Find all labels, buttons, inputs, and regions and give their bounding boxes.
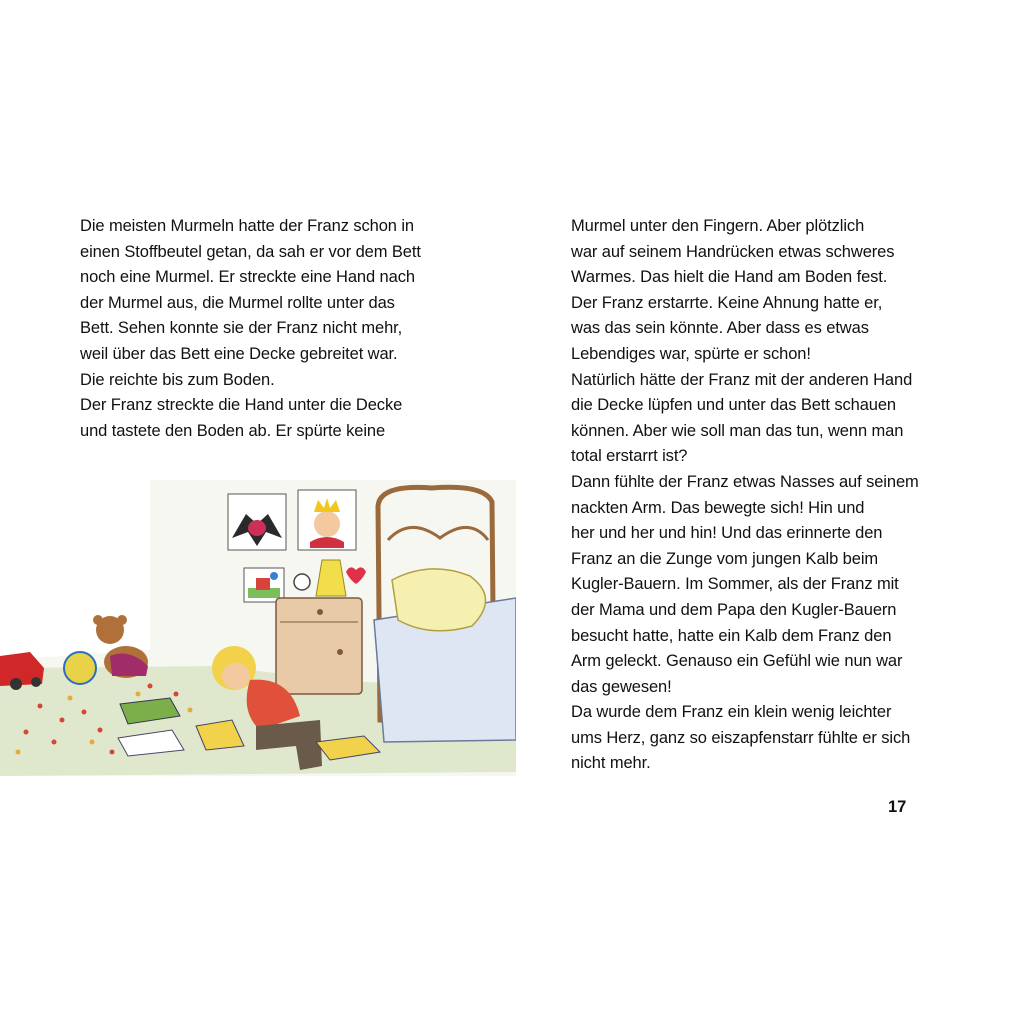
left-page-text — [80, 214, 480, 444]
text-line: die Decke lüpfen und unter das Bett schauen — [571, 396, 897, 415]
page-number: 17 — [888, 798, 907, 816]
text-line: besucht hatte, hatte ein Kalb dem Franz den — [571, 626, 892, 645]
text-line: der Murmel aus, die Murmel rollte unter das — [80, 293, 395, 312]
ball-icon — [64, 652, 96, 684]
text-line: Die meisten Murmeln hatte der Franz schon in — [80, 217, 414, 235]
text-line: ums Herz, ganz so eiszapfenstarr fühlte er sich — [571, 728, 911, 747]
text-line: total erstarrt ist? — [571, 447, 688, 466]
text-line: Die reichte bis zum Boden. — [80, 370, 275, 389]
text-line: war auf seinem Handrücken etwas schweres — [571, 242, 895, 261]
text-line: weil über das Bett eine Decke gebreitet war. — [80, 344, 398, 363]
text-line: Warmes. Das hielt die Hand am Boden fest. — [571, 268, 888, 287]
text-line: das gewesen! — [571, 677, 672, 696]
bedroom-illustration — [0, 480, 516, 776]
text-line: Da wurde dem Franz ein klein wenig leichter — [571, 703, 892, 722]
pillow — [392, 569, 486, 631]
king-picture-icon — [298, 490, 356, 550]
text-line: was das sein könnte. Aber dass es etwas — [571, 319, 869, 338]
text-line: und tastete den Boden ab. Er spürte keine — [80, 421, 386, 440]
text-line: Lebendiges war, spürte er schon! — [571, 344, 811, 363]
text-line: Natürlich hätte der Franz mit der anderen Hand — [571, 370, 913, 389]
text-line: nicht mehr. — [571, 754, 651, 773]
house-picture-icon — [244, 568, 284, 602]
alarm-clock-icon — [294, 574, 310, 590]
text-line: einen Stoffbeutel getan, da sah er vor dem Bett — [80, 242, 421, 261]
text-line: Bett. Sehen konnte sie der Franz nicht mehr, — [80, 319, 403, 338]
text-line: her und her und hin! Und das erinnerte den — [571, 524, 883, 543]
text-line: Murmel unter den Fingern. Aber plötzlich — [571, 217, 865, 235]
text-line: können. Aber wie soll man das tun, wenn man — [571, 421, 904, 440]
text-line: Franz an die Zunge vom jungen Kalb beim — [571, 549, 879, 568]
text-line: nackten Arm. Das bewegte sich! Hin und — [571, 498, 865, 517]
text-line: noch eine Murmel. Er streckte eine Hand nach — [80, 268, 415, 287]
text-line: der Mama und dem Papa den Kugler-Bauern — [571, 600, 897, 619]
text-line: Dann fühlte der Franz etwas Nasses auf seinem — [571, 472, 919, 491]
text-line: Arm geleckt. Genauso ein Gefühl wie nun war — [571, 652, 903, 671]
text-line: Der Franz streckte die Hand unter die Decke — [80, 396, 403, 415]
text-line: Kugler-Bauern. Im Sommer, als der Franz mit — [571, 575, 899, 594]
bat-picture-icon — [228, 494, 286, 550]
text-line: Der Franz erstarrte. Keine Ahnung hatte er, — [571, 293, 883, 312]
right-page-text — [571, 214, 971, 777]
